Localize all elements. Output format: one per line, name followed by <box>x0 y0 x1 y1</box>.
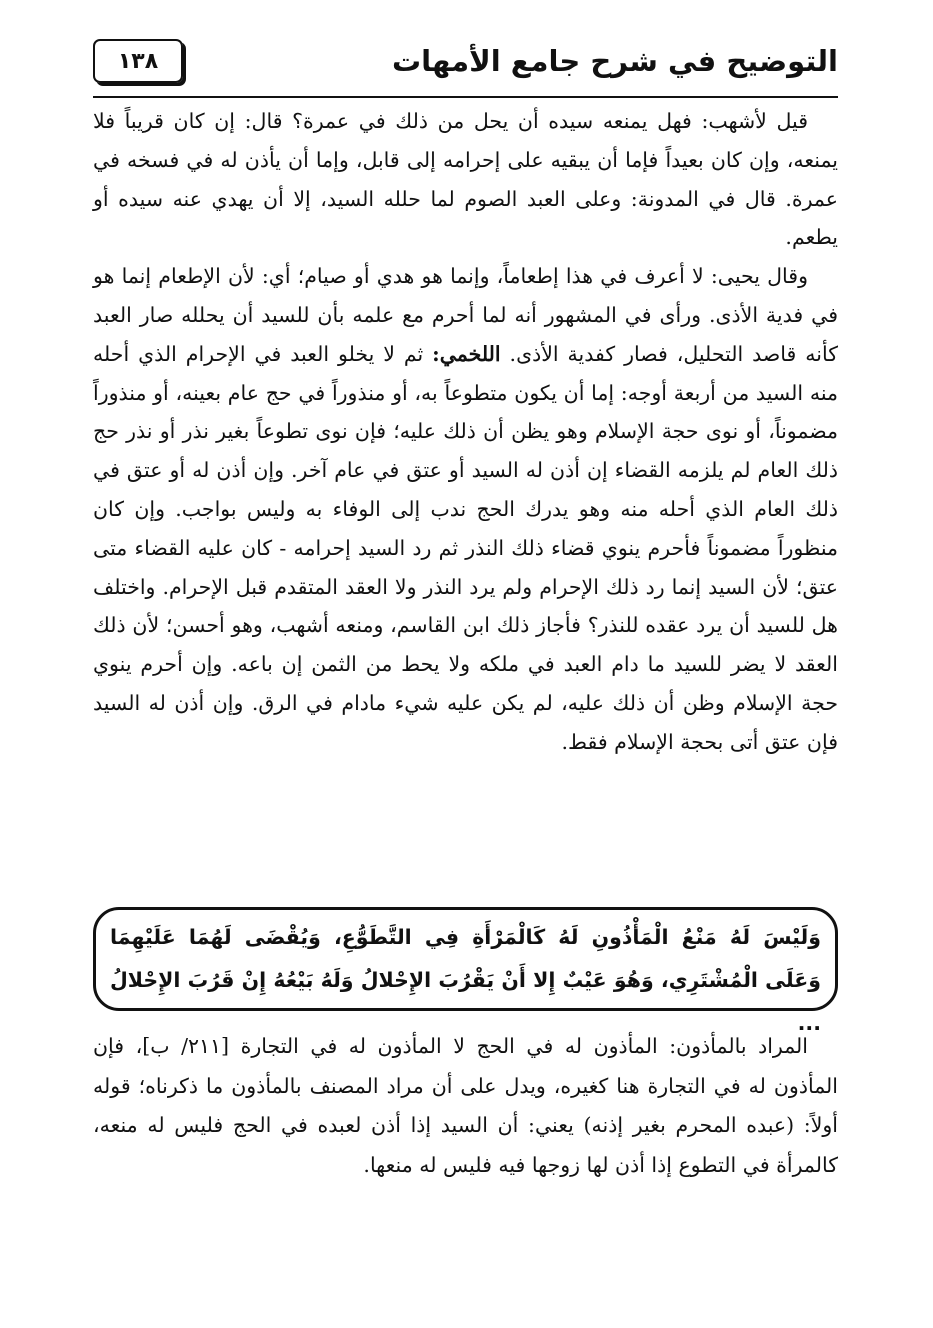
running-title: التوضيح في شرح جامع الأمهات <box>391 44 838 78</box>
author-name-lakhmi: اللخمي: <box>432 341 501 366</box>
matn-text-box <box>93 907 838 1035</box>
paragraph-2-text-a: وقال يحيى: لا أعرف في هذا إطعاماً، وإنما هو هدي أو صيام؛ أي: لأن الإطعام إنما هو في فدية الأذى. ورأى في المشهور أنه لما أحرم مع علمه بأن للسيد أن يحلله صار العبد كأنه قاصد التحليل، فصار كفدية الأذى. <box>93 264 838 366</box>
paragraph-2-text-b: ثم لا يخلو العبد في الإحرام الذي أحله منه السيد من أربعة أوجه: إما أن يكون متطوعاً به، أو منذوراً في حج عام بعينه، أو منذوراً مضموناً، أو نوى حجة الإسلام وهو يظن أن ذلك عليه؛ فإن نوى تطوعاً بغير نذر أو نذر حج ذلك العام لم يلزمه القضاء إن أذن له السيد أو عتق في عام آخر. وإن أذن له أو عتق في ذلك العام الذي أحله منه وهو يدرك الحج ندب إلى الوفاء به وليس بواجب. وإن كان منظوراً مضموناً فأحرم ينوي قضاء ذلك النذر ثم رد السيد إحرامه - كان عليه القضاء متى عتق؛ لأن السيد إنما رد ذلك الإحرام ولم يرد النذر ولا العقد المتقدم قبل الإحرام. واختلف هل للسيد أن يرد عقده للنذر؟ فأجاز ذلك ابن القاسم، ومنعه أشهب، وهو أحسن؛ لأن ذلك العقد لا يضر للسيد ما دام العبد في ملكه ولا يحط من الثمن إن باعه. وإن أحرم ينوي حجة الإسلام وظن أن ذلك عليه، لم يكن عليه شيء مادام في الرق. وإن أذن له السيد فإن عتق أتى بحجة الإسلام فقط. <box>93 341 838 754</box>
page-number: ١٣٨ <box>117 48 159 74</box>
paragraph-2 <box>93 257 838 761</box>
matn-text: وَلَيْسَ لَهُ مَنْعُ الْمَأْذُونِ لَهُ كَالْمَرْأَةِ فِي التَّطَوُّعِ، وَيُقْضَى لَهُمَا عَلَيْهِمَا وَعَلَى الْمُشْتَرِي، وَهُوَ عَيْبٌ إِلا أَنْ يَقْرُبَ الإِحْلالُ وَلَهُ بَيْعُهُ إِنْ قَرُبَ الإِحْلالُ ... <box>110 925 821 1035</box>
header-divider <box>93 96 838 98</box>
page-header <box>93 30 838 92</box>
commentary-text <box>93 1027 838 1185</box>
page-number-box <box>93 39 183 83</box>
commentary-paragraph-1-text: المراد بالمأذون: المأذون له في الحج لا المأذون له في التجارة [٢١١/ ب]، فإن المأذون له في التجارة هنا كغيره، ويدل على أن مراد المصنف بالمأذون ما ذكرناه؛ قوله أولاً: (عبده المحرم بغير إذنه) يعني: أن السيد إذا أذن لعبده في الحج فليس له منعه، كالمرأة في التطوع إذا أذن لها زوجها فيه فليس له منعها. <box>93 1034 838 1177</box>
paragraph-1-text: قيل لأشهب: فهل يمنعه سيده أن يحل من ذلك في عمرة؟ قال: إن كان قريباً فلا يمنعه، وإن كان بعيداً فإما أن يبقيه على إحرامه إلى قابل، وإما أن يأذن له في فسخه في عمرة. قال في المدونة: وعلى العبد الصوم لما حلله السيد، إلا أن يهدي عنه سيده أو يطعم. <box>93 109 838 250</box>
paragraph-1 <box>93 102 838 257</box>
commentary-paragraph-1 <box>93 1027 838 1185</box>
main-text <box>93 102 838 762</box>
